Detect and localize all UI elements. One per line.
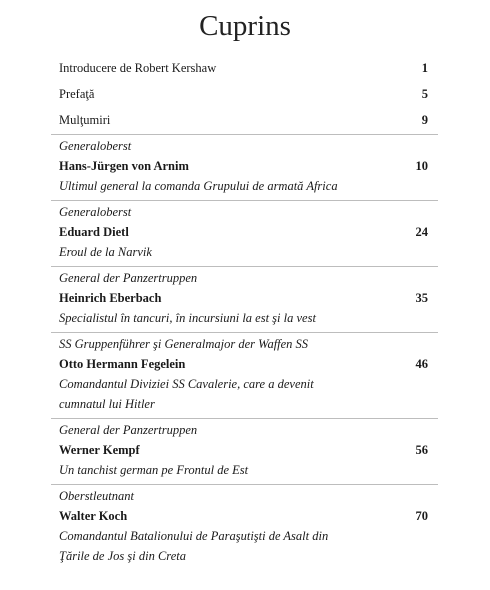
toc-entry-label: Introducere de Robert Kershaw [59,61,217,75]
toc-entry-rank [59,486,428,506]
toc-page-number: 35 [415,291,428,305]
toc-entry-description [59,460,428,480]
toc-entry-rank [59,334,428,354]
rank-label: Generaloberst [59,205,132,219]
entry-description: cumnatul lui Hitler [59,397,155,411]
section-divider [51,484,438,485]
person-name: Walter Koch [59,509,128,523]
toc-page-number: 70 [415,509,428,523]
toc-entry-description [59,394,428,414]
toc-entry-description [59,526,428,546]
person-name: Werner Kempf [59,443,140,457]
entry-description: Comandantul Diviziei SS Cavalerie, care a devenit [59,377,314,391]
toc-page-number: 56 [415,443,428,457]
toc-entry-name[interactable] [59,354,428,374]
section-divider [51,418,438,419]
person-name: Eduard Dietl [59,225,129,239]
rank-label: Generaloberst [59,139,132,153]
toc-entry-name[interactable] [59,440,428,460]
toc-page-number: 9 [421,113,428,127]
toc-entry-preface[interactable] [59,84,428,104]
toc-entry-description [59,308,428,328]
toc-entry-introduction[interactable] [59,58,428,78]
toc-entry-rank [59,420,428,440]
toc-page-number: 46 [415,357,428,371]
page-title: Cuprins [199,10,291,42]
rank-label: General der Panzertruppen [59,271,198,285]
toc-entry-name[interactable] [59,222,428,242]
toc-entry-description [59,176,428,196]
section-divider [51,200,438,201]
toc-entry-label: Prefaţă [59,87,95,101]
toc-entry-description [59,546,428,566]
person-name: Otto Hermann Fegelein [59,357,186,371]
entry-description: Un tanchist german pe Frontul de Est [59,463,249,477]
toc-entry-label: Mulţumiri [59,113,111,127]
toc-page-number: 10 [415,159,428,173]
toc-entry-name[interactable] [59,506,428,526]
toc-entry-acknowledgements[interactable] [59,110,428,130]
toc-entry-name[interactable] [59,288,428,308]
toc-page-number: 5 [421,87,428,101]
rank-label: General der Panzertruppen [59,423,198,437]
entry-description: Comandantul Batalionului de Paraşutişti de Asalt din [59,529,329,543]
section-divider [51,332,438,333]
section-divider [51,266,438,267]
toc-entry-rank [59,202,428,222]
toc-page-number: 24 [415,225,428,239]
toc-entry-name[interactable] [59,156,428,176]
entry-description: Ultimul general la comanda Grupului de armată Africa [59,179,338,193]
person-name: Heinrich Eberbach [59,291,162,305]
entry-description: Ţările de Jos şi din Creta [59,549,186,563]
rank-label: SS Gruppenführer şi Generalmajor der Waffen SS [59,337,309,351]
section-divider [51,134,438,135]
person-name: Hans-Jürgen von Arnim [59,159,189,173]
toc-entry-description [59,374,428,394]
entry-description: Eroul de la Narvik [59,245,152,259]
toc-entry-description [59,242,428,262]
toc-page-number: 1 [421,61,428,75]
entry-description: Specialistul în tancuri, în incursiuni la est şi la vest [59,311,316,325]
rank-label: Oberstleutnant [59,489,134,503]
toc-entry-rank [59,268,428,288]
toc-entry-rank [59,136,428,156]
